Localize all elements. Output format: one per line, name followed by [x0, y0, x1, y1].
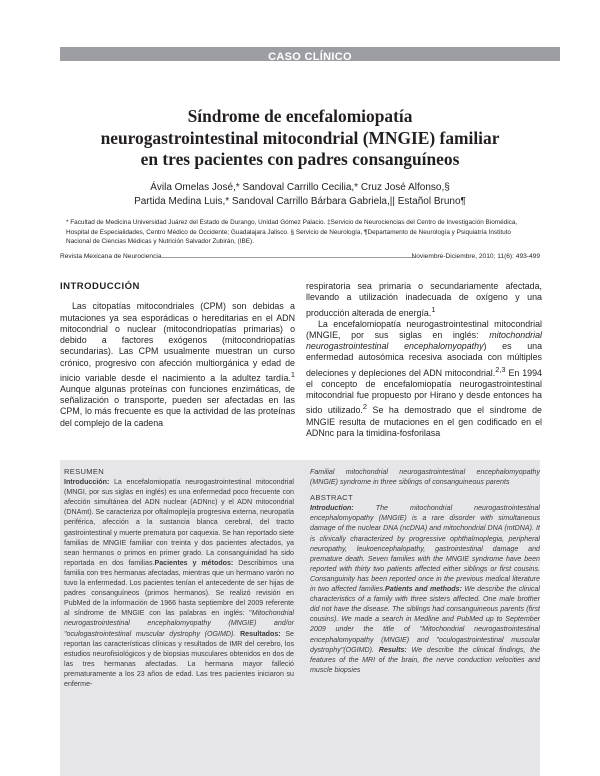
- abstract-italic: Mitochondrial neurogastrointestinal encephalomyopathy (MNGIE) and/or "oculogastrointestinal muscular dystrophy (OGIMD).: [64, 609, 294, 638]
- abstract-body: We describe the clinical characteristics of a family with three sisters affected. One male brother did not have the disease. The siblings had consanguineous parents (first cousins). We made a search in Medline and PubMed up to September 2009 under the title of "Mitochondrial neurogastrointestinal encephalomyopathy (MNGIE) and "oculogastrointestinal muscular dystrophy"(OGIMD).: [310, 585, 540, 654]
- reference-mark: 2,3: [495, 364, 506, 374]
- journal-bar: [60, 253, 540, 263]
- abstract-body: Se reportan las características clínicas y resultados de IMR del cerebro, los estudios neurofisiológicos y de biopsias musculares obtenidos en dos de las tres hermanas afectadas. La hermana mayor falleció prematuramente a los 23 años de edad. Las tres pacientes iniciaron su enferme-: [64, 629, 294, 688]
- paragraph-text: En 1994 el concepto de encefalomiopatía neurogastrointestinal mitocondrial fue propuesto por Hirano y desde entonces ha sido utilizado.: [306, 367, 542, 416]
- abstract-label: Introducción:: [64, 478, 110, 487]
- paragraph-text: Se ha demostrado que el síndrome de MNGIE resulta de mutaciones en el gen codificado en el ADNnc para la timidina-fosforilasa: [306, 405, 542, 438]
- reference-mark: 1: [431, 304, 436, 314]
- body-column-right: [306, 281, 542, 439]
- body-paragraph: [60, 301, 295, 429]
- abstract-label: Patients and methods:: [385, 585, 462, 594]
- paragraph-text: Las citopatías mitocondriales (CPM) son debidas a mutaciones ya sea esporádicas o hereditarias en el ADN mitocondrial o nuclear (mitocondriopatías primarias) o debido a factores exógenos (mitocondriopatías secundarias). Las CPM usualmente muestran un curso crónico, progresivo con afección multiorgánica y edad de inicio variable desde el nacimiento a la adultez tardía.: [60, 301, 295, 383]
- abstract-body: We describe the clinical findings, the features of the MRI of the brain, the nerve conduction velocities and muscle biopsies: [310, 645, 540, 674]
- reference-mark: 1: [290, 369, 295, 379]
- abstract-text: [310, 503, 540, 675]
- paragraph-text: La encefalomiopatía neurogastrointestinal mitocondrial (MNGIE, por sus siglas en inglés:: [306, 318, 542, 340]
- abstract-body: La encefalomiopatía neurogastrointestinal mitocondrial (MNGI, por sus siglas en inglés) es una enfermedad poco frecuente con afección simultánea del ADN nuclear (ADNnc) y el ADN mitocondrial (DNAmt). Se caracteriza por oftalmoplejía progresiva externa, neuropatía periférica, afección a la sustancia blanca cerebral, del tracto gastrointestinal y muerte prematura por caquexia. Se han reportado siete familias de MNGIE familiar con treinta y dos pacientes afectados, ya sean hermanos o primos en primer grado. La consanguinidad ha sido reportada en dos familias.: [64, 478, 294, 567]
- abstract-body: Describimos una familia con tres hermanas afectadas, mientras que un hermano varón no tuvo la enfermedad. Los pacientes tenían el antecedente de ser hijas de padres consanguíneos (primos hermanos). Se realizó revisión en PubMed de la información de 1966 hasta septiembre del 2009 referente al síndrome de MNGIE con las palabras en inglés: ": [64, 558, 294, 618]
- abstract-heading: RESUMEN: [64, 467, 105, 476]
- body-column-left: [60, 281, 295, 429]
- abstract-heading: ABSTRACT: [310, 493, 353, 503]
- journal-name: Revista Mexicana de Neurociencia: [60, 253, 162, 260]
- intro-heading: INTRODUCCIÓN: [60, 281, 140, 292]
- abstract-text: [64, 477, 294, 689]
- paragraph-text: ) es una enfermedad autosómica recesiva asociada con múltiples deleciones y depleciones del ADN mitocondrial.: [306, 341, 543, 378]
- journal-divider: [152, 257, 414, 258]
- body-paragraph: [306, 319, 542, 439]
- section-label: CASO CLÍNICO: [268, 51, 352, 63]
- abstract-label: Results:: [378, 645, 407, 654]
- reference-mark: 2: [362, 402, 367, 412]
- abstract-label: Introduction:: [310, 504, 354, 513]
- paragraph-italic: mitochondrial neurogastrointestinal encephalomyopathy: [306, 329, 542, 352]
- paragraph-text: respiratoria sea primaria o secundariamente afectada, llevando a utilización inadecuada de oxígeno y una producción alterada de energía.: [306, 281, 542, 318]
- body-paragraph: [306, 281, 542, 319]
- english-title: Familial mitochondrial neurogastrointestinal encephalomyopathy (MNGIE) syndrome in three siblings of consanguineous parents: [310, 468, 540, 487]
- title-line: Síndrome de encefalomiopatía: [187, 106, 413, 126]
- journal-issue: Noviembre-Diciembre, 2010; 11(6): 493-499: [411, 253, 540, 260]
- author-line: Ávila Omelas José,* Sandoval Carrillo Cecilia,* Cruz José Alfonso,§: [150, 182, 450, 193]
- paragraph-text: Aunque algunas proteínas con funciones enzimáticas, de señalización o transporte, pueden ser afectadas en las CPM, lo más frecuente es que la actividad de las proteínas del complejo de la cadena: [60, 383, 295, 428]
- author-list: [70, 181, 530, 209]
- article-title: [70, 106, 530, 171]
- abstract-body: The mitochondrial neurogastrointestinal encephalomyopathy (MNGIE) is a rare disorder with simultaneous damage of the nuclear DNA (ncDNA) and mitochondrial DNA (mtDNA). It is clinically characterized by progressive ophthalmoplegia, peripheral neuropathy, leukoencephalopathy, gastrointestinal damage and premature death. Seven families with the MNGIE syndrome have been reported with thirty two patients affected either siblings or first cousins. Consanguinity has been reported once in the previous medical literature in two affected families.: [310, 504, 540, 594]
- author-line: Partida Medina Luis,* Sandoval Carrillo Bárbara Gabriela,|| Estañol Bruno¶: [134, 196, 466, 207]
- abstract-english: [310, 467, 540, 675]
- title-line: neurogastrointestinal mitocondrial (MNGIE) familiar: [100, 127, 500, 148]
- abstract-label: Resultados:: [240, 629, 281, 638]
- title-line: en tres pacientes con padres consanguíneos: [140, 149, 460, 169]
- abstract-label: Pacientes y métodos:: [154, 558, 234, 567]
- abstract-spanish: [64, 467, 294, 689]
- affiliations: * Facultad de Medicina Universidad Juárez del Estado de Durango, Unidad Gómez Palacio. ‡Servicio de Neurociencias del Centro de Investigación Biomédica, Hospital de Especialidades, Centro Médico de Occidente; Guadalajara Jalisco. § Servicio de Neurología, ¶Departamento de Neurología y Psiquiatría Instituto Nacional de Ciencias Médicas y Nutrición Salvador Zubirán, (IBE).: [66, 219, 518, 246]
- section-banner: [60, 47, 560, 61]
